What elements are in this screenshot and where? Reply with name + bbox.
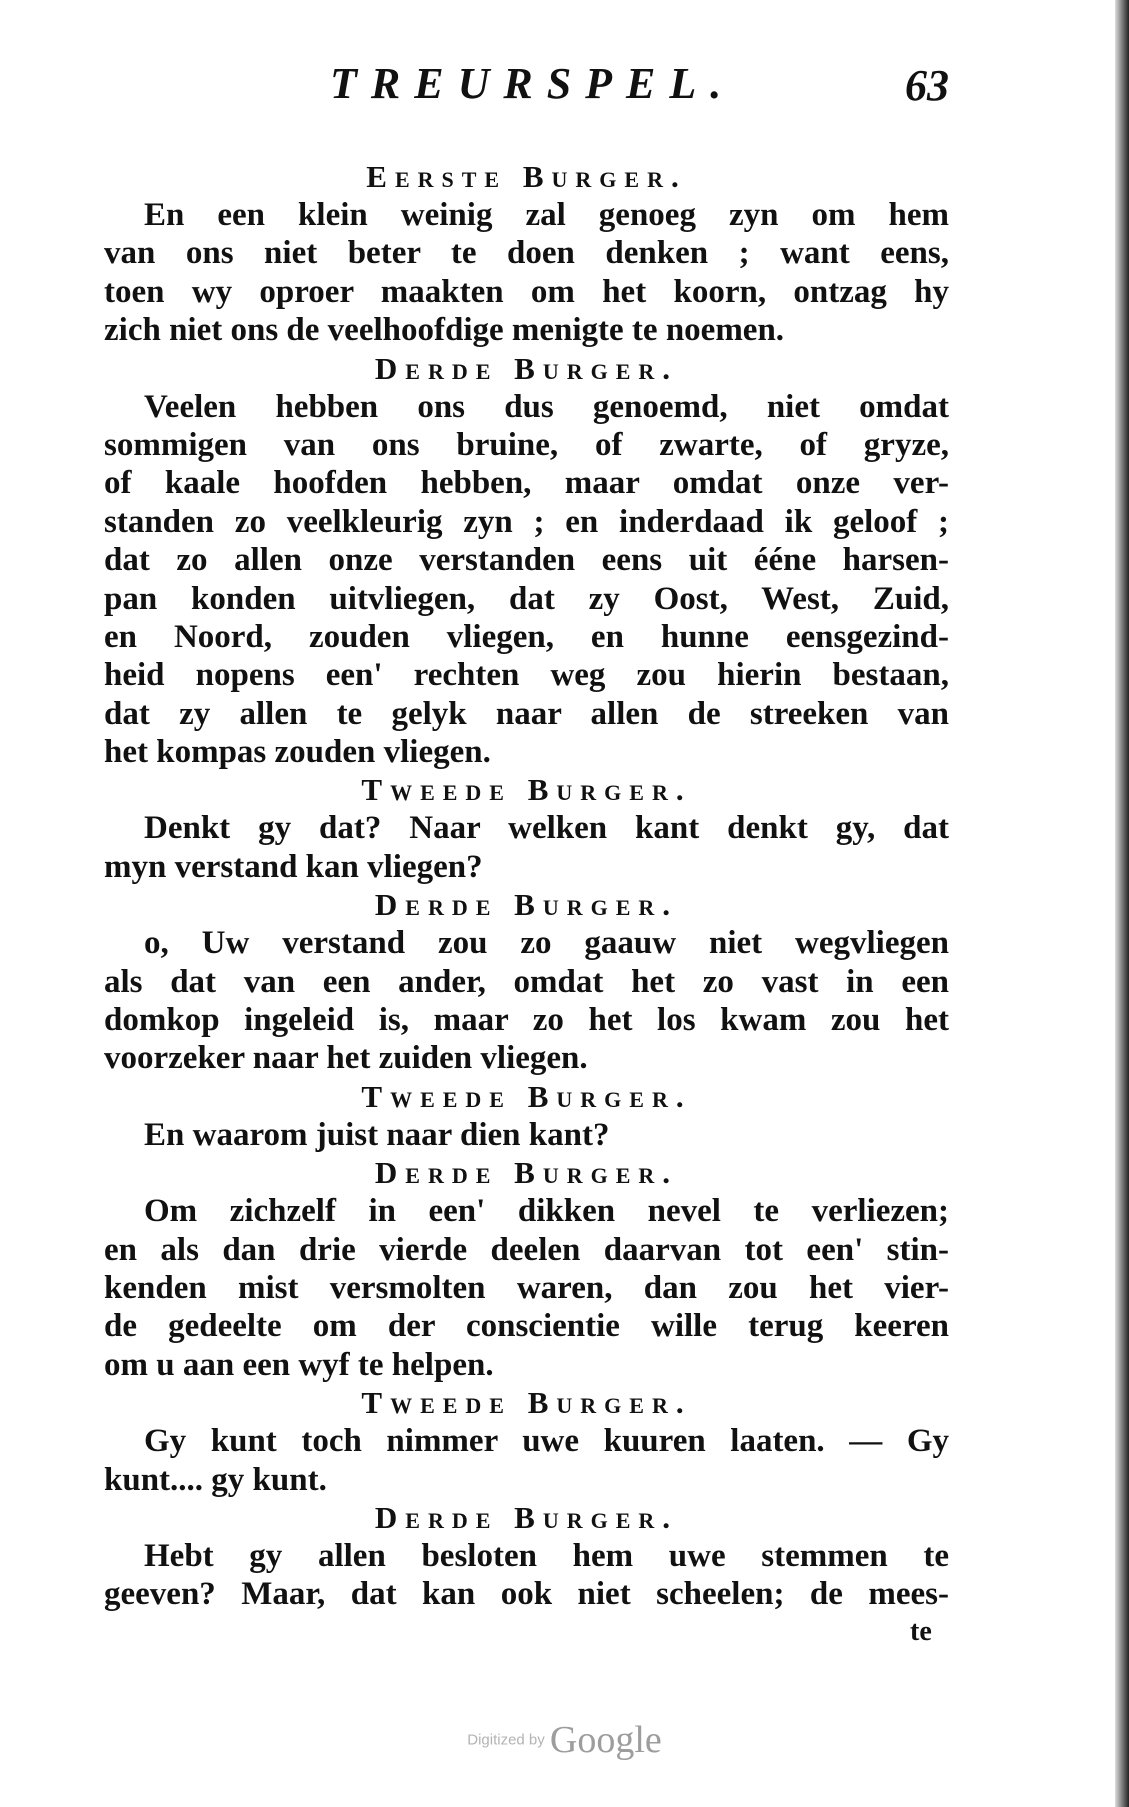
text-line: En een klein weinig zal genoeg zyn om hem [144, 197, 949, 233]
text-line: om u aan een wyf te helpen. [104, 1346, 494, 1383]
text-line: standen zo veelkleurig zyn ; en inderdaad ik geloof ; [104, 503, 949, 540]
google-logo: Google [549, 1719, 662, 1761]
speech-block [104, 350, 949, 772]
text-line: of kaale hoofden hebben, maar omdat onze ver- [104, 465, 949, 502]
text-line: de gedeelte om der conscientie wille terug keeren [104, 1308, 949, 1345]
speaker-heading: Derde Burger. [374, 887, 679, 923]
speech-block [104, 771, 949, 886]
text-line: dat zo allen onze verstanden eens uit éénе harsen- [104, 542, 949, 579]
text-line: Denkt gy dat? Naar welken kant denkt gy, dat [144, 810, 949, 847]
speech-block [104, 886, 949, 1078]
page-edge-shadow [1115, 0, 1129, 1807]
page-number: 63 [905, 61, 949, 110]
text-line: toen wy oproer maakten om het koorn, ontzag hy [104, 273, 949, 310]
text-line: geeven? Maar, dat kan ook niet scheelen; de mees- [104, 1576, 949, 1613]
text-line: Om zichzelf in een' dikken nevel te verliezen; [144, 1193, 949, 1230]
speaker-heading: Tweede Burger. [361, 772, 692, 808]
text-line: het kompas zouden vliegen. [104, 734, 491, 771]
speaker-heading: Derde Burger. [374, 1155, 679, 1191]
speaker-heading: Tweede Burger. [361, 1385, 692, 1421]
text-line: Veelen hebben ons dus genoemd, niet omdat [144, 388, 949, 425]
text-line: o, Uw verstand zou zo gaauw niet wegvliegen [144, 925, 949, 962]
digitization-watermark [0, 1718, 1129, 1762]
text-line: zich niet ons de veelhoofdige menigte te noemen. [104, 312, 785, 349]
digitized-by-label: Digitized by [467, 1731, 545, 1749]
speaker-heading: Derde Burger. [374, 1499, 679, 1535]
speech-block [104, 158, 949, 350]
text-line: Gy kunt toch nimmer uwe kuuren laaten. — Gy [144, 1423, 949, 1460]
text-line: voorzeker naar het zuiden vliegen. [104, 1040, 588, 1077]
text-line: van ons niet beter te doen denken ; want eens, [104, 235, 949, 272]
text-line: myn verstand kan vliegen? [104, 848, 483, 885]
text-line: Hebt gy allen besloten hem uwe stemmen te [144, 1537, 949, 1574]
text-line: als dat van een ander, omdat het zo vast in een [104, 963, 949, 1000]
text-line: domkop ingeleid is, maar zo het los kwam zou het [104, 1002, 949, 1039]
text-line: kenden mist versmolten waren, dan zou het vier- [104, 1269, 949, 1306]
speech-block [104, 1154, 949, 1384]
speaker-heading: Tweede Burger. [361, 1078, 692, 1114]
catchword: te [910, 1616, 932, 1647]
speaker-heading: Eerste Burger. [366, 159, 687, 194]
text-line: En waarom juist naar dien kant? [144, 1116, 610, 1153]
text-line: en Noord, zouden vliegen, en hunne eensgezind- [104, 618, 949, 655]
running-head: TREURSPEL. [330, 59, 736, 108]
page-body [104, 158, 949, 1614]
speech-block [104, 1078, 949, 1154]
text-line: dat zy allen te gelyk naar allen de streeken van [104, 695, 949, 732]
speech-block [104, 1499, 949, 1614]
text-line: en als dan drie vierde deelen daarvan tot een' stin- [104, 1231, 949, 1268]
text-line: heid nopens een' rechten weg zou hierin bestaan, [104, 657, 949, 694]
speech-block [104, 1384, 949, 1499]
speaker-heading: Derde Burger. [374, 350, 679, 386]
text-line: pan konden uitvliegen, dat zy Oost, West, Zuid, [104, 580, 949, 617]
text-line: sommigen van ons bruine, of zwarte, of gryze, [104, 426, 949, 463]
text-line: kunt.... gy kunt. [104, 1461, 327, 1498]
